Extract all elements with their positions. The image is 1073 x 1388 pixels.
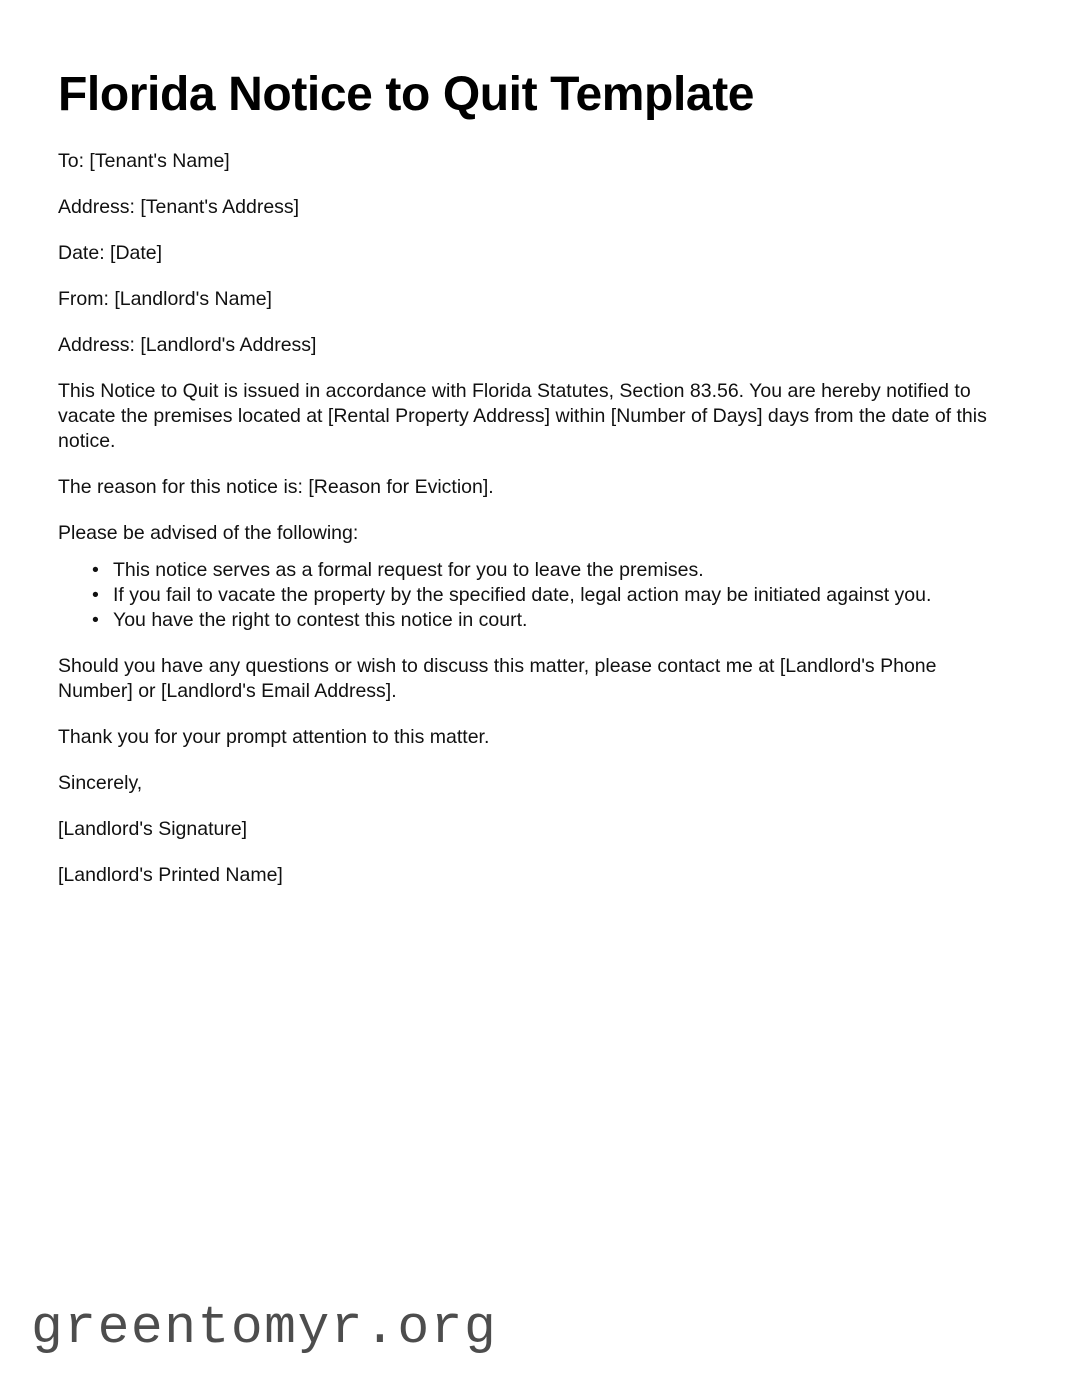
sender-address-line: Address: [Landlord's Address] [58,333,317,356]
list-item: • This notice serves as a formal request for you to leave the premises. [58,558,993,583]
notice-body-paragraph: This Notice to Quit is issued in accordance with Florida Statutes, Section 83.56. You are hereby notified to vacate the premises located at [Rental Property Address] within [Number of Days] days from the date of this notice. [58,379,987,452]
signature-placeholder-line: [Landlord's Signature] [58,817,248,840]
advisory-intro-line: Please be advised of the following: [58,521,359,544]
page-title: Florida Notice to Quit Template [58,68,755,121]
date-line: Date: [Date] [58,241,163,264]
sender-name-line: From: [Landlord's Name] [58,287,272,310]
list-item: • If you fail to vacate the property by the specified date, legal action may be initiated against you. [58,583,993,608]
contact-paragraph: Should you have any questions or wish to discuss this matter, please contact me at [Landlord's Phone Number] or [Landlord's Email Address]. [58,654,937,702]
reason-line: The reason for this notice is: [Reason for Eviction]. [58,475,494,498]
recipient-address-line: Address: [Tenant's Address] [58,195,300,218]
advisory-list [58,546,993,633]
list-item: • You have the right to contest this notice in court. [58,608,993,633]
closing-line: Sincerely, [58,771,143,794]
thanks-line: Thank you for your prompt attention to this matter. [58,725,490,748]
printed-name-placeholder-line: [Landlord's Printed Name] [58,863,283,886]
document-content [58,0,993,888]
recipient-name-line: To: [Tenant's Name] [58,149,230,172]
site-watermark: greentomyr.org [31,1298,498,1358]
